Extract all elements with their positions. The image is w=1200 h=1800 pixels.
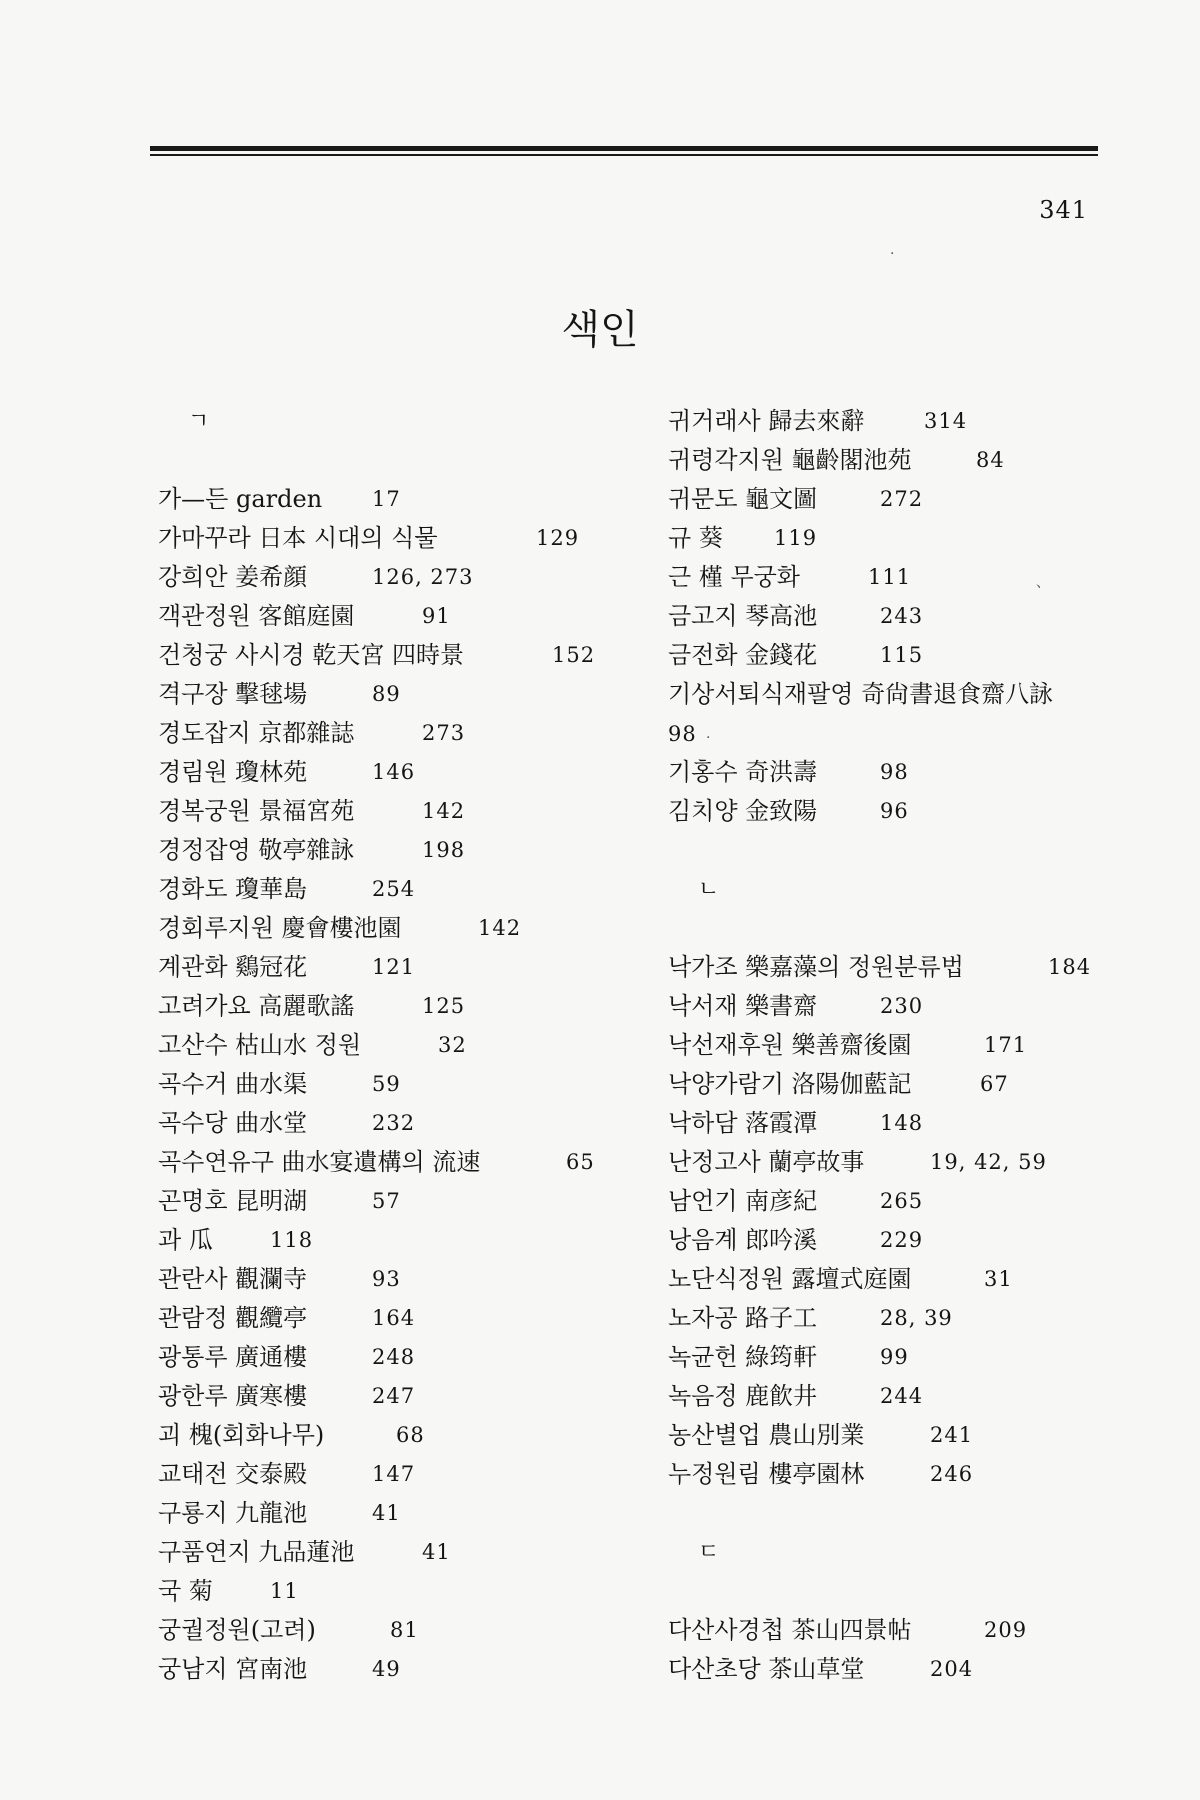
index-entry: [668, 1377, 1168, 1416]
index-entry: [668, 987, 1168, 1026]
index-entry: [668, 1104, 1168, 1143]
entry-page: 148: [880, 1111, 924, 1135]
entry-term: 규 葵: [668, 524, 723, 552]
entry-term: 격구장 擊毬場: [158, 680, 308, 708]
entry-page: 11: [270, 1579, 299, 1603]
entry-page: 171: [984, 1033, 1028, 1057]
header-rule: [150, 146, 1098, 151]
entry-page: 125: [422, 994, 466, 1018]
entry-page: 96: [880, 799, 909, 823]
entry-page: 118: [270, 1228, 314, 1252]
entry-page: 98: [668, 722, 697, 746]
entry-term: 근 槿 무궁화: [668, 563, 800, 591]
entry-term: 관람정 觀纜亭: [158, 1304, 308, 1332]
index-entry: [668, 519, 1168, 558]
entry-page: 273: [422, 721, 466, 745]
entry-page: 229: [880, 1228, 924, 1252]
index-entry: [158, 870, 658, 909]
index-entry: [668, 558, 1168, 597]
entry-term: 낙선재후원 樂善齋後園: [668, 1031, 912, 1059]
page-number: 341: [1039, 196, 1088, 224]
index-entry: [158, 1026, 658, 1065]
index-entry: [158, 1260, 658, 1299]
header-rule-thin: [150, 154, 1098, 156]
entry-term: 노자공 路子工: [668, 1304, 818, 1332]
page-title: 색인: [561, 307, 639, 353]
entry-term: 낙가조 樂嘉藻의 정원분류법: [668, 953, 964, 981]
index-entry: [668, 753, 1168, 792]
entry-page: 98: [880, 760, 909, 784]
entry-page: 121: [372, 955, 416, 979]
index-entry: [668, 636, 1168, 675]
entry-term: 귀령각지원 龜齡閣池苑: [668, 446, 912, 474]
entry-term: 경복궁원 景福宮苑: [158, 797, 355, 825]
index-entry: [668, 792, 1168, 831]
entry-term: 낙양가람기 洛陽伽藍記: [668, 1070, 912, 1098]
entry-page: 265: [880, 1189, 924, 1213]
entry-term: 구룡지 九龍池: [158, 1499, 308, 1527]
section-spacer: [668, 1572, 1168, 1611]
entry-term: 객관정원 客館庭園: [158, 602, 355, 630]
entry-page: 247: [372, 1384, 416, 1408]
entry-term: 경회루지원 慶會樓池園: [158, 914, 402, 942]
entry-term: 기홍수 奇洪壽: [668, 758, 818, 786]
entry-term: 다산초당 茶山草堂: [668, 1655, 865, 1683]
entry-page: 28, 39: [880, 1306, 953, 1330]
entry-term: 녹음정 鹿飮井: [668, 1382, 818, 1410]
index-entry: [158, 792, 658, 831]
index-entry: [158, 987, 658, 1026]
entry-term: 국 菊: [158, 1577, 213, 1605]
entry-page: 31: [984, 1267, 1013, 1291]
entry-page: 246: [930, 1462, 974, 1486]
entry-term: 낭음계 郎吟溪: [668, 1226, 818, 1254]
index-entry: [158, 1494, 658, 1533]
entry-term: 경림원 瓊林苑: [158, 758, 308, 786]
entry-page: 19, 42, 59: [930, 1150, 1047, 1174]
entry-term: 곡수연유구 曲水宴遺構의 流速: [158, 1148, 481, 1176]
entry-page: 67: [980, 1072, 1009, 1096]
print-speck: .: [706, 726, 711, 742]
index-entry: [158, 597, 658, 636]
entry-page: 244: [880, 1384, 924, 1408]
entry-term: 건청궁 사시경 乾天宮 四時景: [158, 641, 464, 669]
index-entry: [668, 1416, 1168, 1455]
section-spacer: [158, 441, 658, 480]
entry-page: 126, 273: [372, 565, 474, 589]
entry-term: 관란사 觀瀾寺: [158, 1265, 308, 1293]
entry-page: 99: [880, 1345, 909, 1369]
index-entry: [668, 1650, 1168, 1689]
index-entry: [668, 1143, 1168, 1182]
index-entry: [158, 636, 658, 675]
entry-page: 232: [372, 1111, 416, 1135]
entry-page: 68: [396, 1423, 425, 1447]
entry-term: 교태전 交泰殿: [158, 1460, 308, 1488]
entry-term: 귀문도 龜文圖: [668, 485, 818, 513]
section-gap: [668, 831, 1168, 870]
index-entry: [158, 831, 658, 870]
index-entry: [158, 948, 658, 987]
index-entry: [158, 558, 658, 597]
section-spacer: [668, 909, 1168, 948]
index-column-left: [158, 402, 658, 1689]
entry-page: 198: [422, 838, 466, 862]
print-speck: ·: [890, 246, 895, 262]
entry-page: 119: [774, 526, 818, 550]
entry-term: 남언기 南彦紀: [668, 1187, 818, 1215]
entry-term: 누정원림 樓亭園林: [668, 1460, 865, 1488]
entry-term: 금전화 金錢花: [668, 641, 818, 669]
index-entry: [158, 1104, 658, 1143]
entry-term: 가마꾸라 日本 시대의 식물: [158, 524, 438, 552]
entry-page: 142: [478, 916, 522, 940]
entry-term: 낙하담 落霞潭: [668, 1109, 818, 1137]
entry-term: 곡수당 曲水堂: [158, 1109, 308, 1137]
entry-page: 32: [438, 1033, 467, 1057]
entry-page: 93: [372, 1267, 401, 1291]
index-entry: [158, 714, 658, 753]
entry-page: 49: [372, 1657, 401, 1681]
index-entry: [158, 1650, 658, 1689]
entry-page: 59: [372, 1072, 401, 1096]
entry-page: 142: [422, 799, 466, 823]
entry-page: 89: [372, 682, 401, 706]
index-entry: [158, 1338, 658, 1377]
entry-term: 구품연지 九品蓮池: [158, 1538, 355, 1566]
entry-term: 경정잡영 敬亭雜詠: [158, 836, 355, 864]
section-letter-giyeok: ㄱ: [188, 409, 210, 434]
entry-page: 147: [372, 1462, 416, 1486]
entry-page: 314: [924, 409, 968, 433]
entry-term: 귀거래사 歸去來辭: [668, 407, 865, 435]
index-entry: [158, 675, 658, 714]
entry-page: 41: [422, 1540, 451, 1564]
entry-term: 곡수거 曲水渠: [158, 1070, 308, 1098]
entry-term: 기상서퇴식재팔영 奇尙書退食齋八詠: [668, 680, 1054, 708]
index-entry: [158, 1182, 658, 1221]
index-entry: [668, 597, 1168, 636]
entry-term: 다산사경첩 茶山四景帖: [668, 1616, 912, 1644]
entry-term: 난정고사 蘭亭故事: [668, 1148, 865, 1176]
index-entry: [158, 519, 658, 558]
entry-page: 272: [880, 487, 924, 511]
entry-term: 농산별업 農山別業: [668, 1421, 865, 1449]
index-entry: [668, 402, 1168, 441]
entry-term: 강희안 姜希顔: [158, 563, 308, 591]
index-entry: [668, 948, 1168, 987]
entry-page: 65: [566, 1150, 595, 1174]
index-entry: [668, 1299, 1168, 1338]
index-entry: [158, 753, 658, 792]
entry-term: 과 瓜: [158, 1226, 213, 1254]
entry-term: 고산수 枯山水 정원: [158, 1031, 362, 1059]
entry-term: 금고지 琴高池: [668, 602, 818, 630]
entry-term: 노단식정원 露壇式庭園: [668, 1265, 912, 1293]
index-entry: [158, 480, 658, 519]
index-entry: [158, 1377, 658, 1416]
index-entry: [668, 675, 1168, 714]
index-column-right: [668, 402, 1168, 1689]
entry-term: 고려가요 高麗歌謠: [158, 992, 355, 1020]
section-letter-nieun: ㄴ: [698, 877, 720, 902]
entry-page: 146: [372, 760, 416, 784]
entry-page: 254: [372, 877, 416, 901]
entry-term: 광통루 廣通樓: [158, 1343, 308, 1371]
entry-term: 궁궐정원(고려): [158, 1616, 316, 1644]
index-entry-continued: [668, 714, 1168, 753]
section-gap: [668, 1494, 1168, 1533]
entry-page: 152: [552, 643, 596, 667]
entry-term: 궁남지 宮南池: [158, 1655, 308, 1683]
index-entry: [668, 1260, 1168, 1299]
entry-page: 81: [390, 1618, 419, 1642]
entry-page: 184: [1048, 955, 1092, 979]
entry-term: 김치양 金致陽: [668, 797, 818, 825]
entry-page: 84: [976, 448, 1005, 472]
index-entry: [158, 1299, 658, 1338]
index-entry: [158, 909, 658, 948]
index-entry: [668, 1611, 1168, 1650]
entry-term: 낙서재 樂書齋: [668, 992, 818, 1020]
entry-page: 17: [372, 487, 401, 511]
index-entry: [668, 1455, 1168, 1494]
index-entry: [668, 441, 1168, 480]
index-entry: [158, 1221, 658, 1260]
entry-term: 경도잡지 京都雜誌: [158, 719, 355, 747]
entry-page: 115: [880, 643, 924, 667]
print-speck: 、: [1036, 575, 1050, 591]
index-entry: [668, 1182, 1168, 1221]
index-entry: [668, 1065, 1168, 1104]
index-entry: [668, 1221, 1168, 1260]
index-entry: [158, 1533, 658, 1572]
entry-page: 241: [930, 1423, 974, 1447]
entry-term: 광한루 廣寒樓: [158, 1382, 308, 1410]
index-entry: [158, 1572, 658, 1611]
entry-term: 가—든 garden: [158, 485, 323, 513]
entry-page: 243: [880, 604, 924, 628]
entry-page: 111: [868, 565, 912, 589]
index-entry: [158, 1611, 658, 1650]
entry-page: 57: [372, 1189, 401, 1213]
entry-page: 248: [372, 1345, 416, 1369]
index-entry: [668, 1338, 1168, 1377]
entry-page: 209: [984, 1618, 1028, 1642]
entry-page: 41: [372, 1501, 401, 1525]
entry-page: 164: [372, 1306, 416, 1330]
index-entry: [668, 1026, 1168, 1065]
entry-page: 230: [880, 994, 924, 1018]
entry-page: 204: [930, 1657, 974, 1681]
index-entry: [158, 1143, 658, 1182]
index-entry: [158, 1416, 658, 1455]
section-letter-digeut: ㄷ: [698, 1540, 720, 1565]
entry-page: 91: [422, 604, 451, 628]
index-entry: [668, 480, 1168, 519]
entry-term: 경화도 瓊華島: [158, 875, 308, 903]
index-entry: [158, 1455, 658, 1494]
index-entry: [158, 1065, 658, 1104]
entry-term: 녹균헌 綠筠軒: [668, 1343, 818, 1371]
entry-term: 계관화 鷄冠花: [158, 953, 308, 981]
entry-term: 곤명호 昆明湖: [158, 1187, 308, 1215]
entry-page: 129: [536, 526, 580, 550]
entry-term: 괴 槐(회화나무): [158, 1421, 325, 1449]
